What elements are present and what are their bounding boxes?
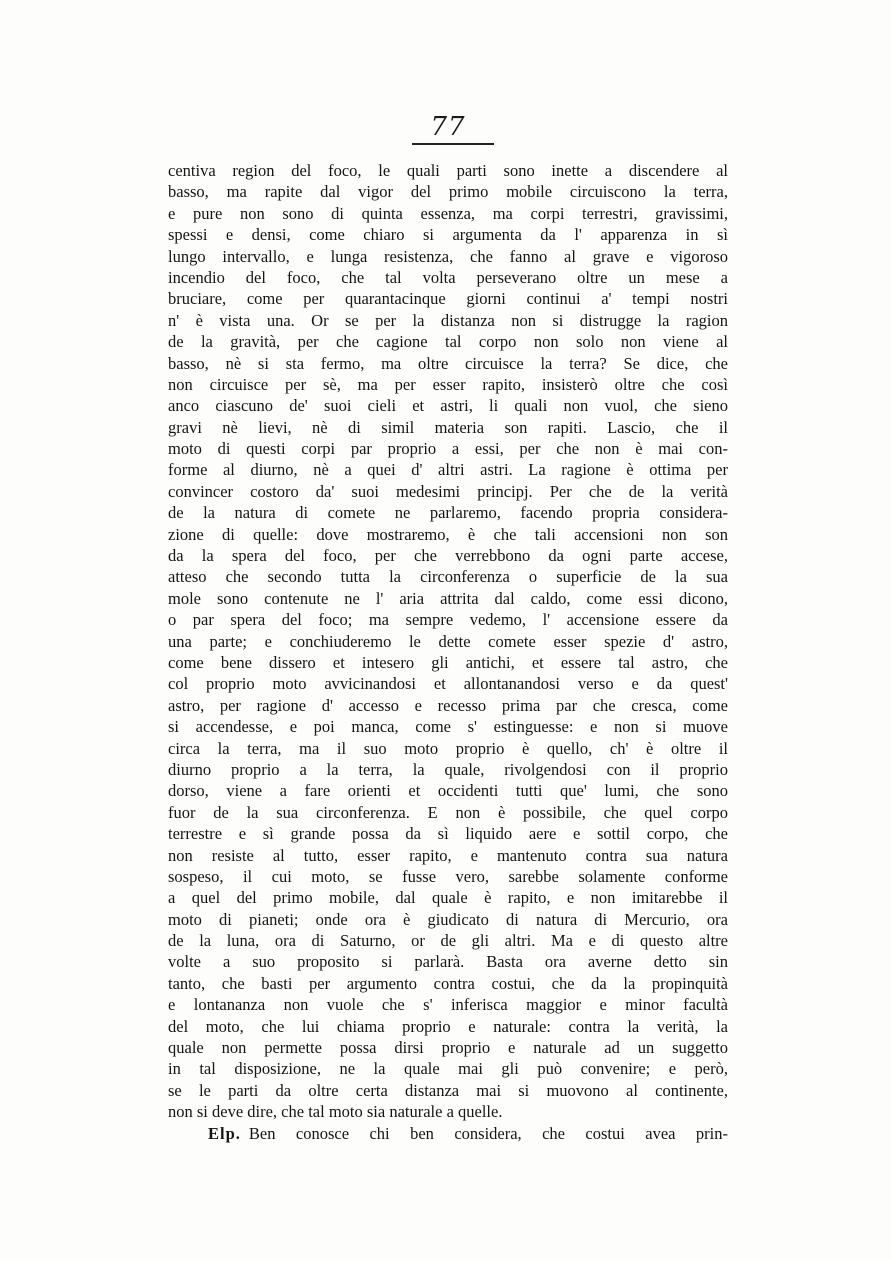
text-line: si accendesse, e poi manca, come s' estinguesse: e non si muove [168,717,728,737]
text-line: forme al diurno, nè a quei d' altri astri. La ragione è ottima per [168,460,728,480]
text-line: se le parti da oltre certa distanza mai si muovono al continente, [168,1080,728,1100]
text-line: col proprio moto avvicinandosi et allontanandosi verso e da quest' [168,674,728,694]
text-line: centiva region del foco, le quali parti sono inette a discendere al [168,161,728,180]
text-line: basso, ma rapite dal vigor del primo mobile circuiscono la terra, [168,182,728,202]
text-line: gravi nè lievi, nè di simil materia son rapiti. Lascio, che il [168,417,728,437]
text-line: e lontananza non vuole che s' inferisca maggior e minor facultà [168,995,728,1015]
text-line: incendio del foco, che tal volta perseverano oltre un mese a [168,267,728,287]
text-line: non resiste al tutto, esser rapito, e mantenuto contra sua natura [168,845,728,865]
text-line: terrestre e sì grande possa da sì liquido aere e sottil corpo, che [168,824,728,844]
text-line: come bene dissero et intesero gli antichi, et essere tal astro, che [168,652,728,672]
text-line: anco ciascuno de' suoi cieli et astri, li quali non vuol, che sieno [168,396,728,416]
text-line: a quel del primo mobile, dal quale è rapito, e non imitarebbe il [168,888,728,908]
speaker-name: Elp. [208,1123,241,1143]
text-line: non si deve dire, che tal moto sia naturale a quelle. [168,1102,503,1122]
body-text [168,160,728,1144]
speaker-text: Ben conosce chi ben considera, che costui avea prin- [248,1123,728,1143]
text-line: atteso che secondo tutta la circonferenza o superficie de la sua [168,567,728,587]
text-line: dorso, viene a fare orienti et occidenti tutti que' lumi, che sono [168,781,728,801]
speaker-line [168,1123,728,1144]
text-line: quale non permette possa dirsi proprio e naturale ad un suggetto [168,1038,728,1058]
page-number: 77 [430,112,466,142]
text-line: lungo intervallo, e lunga resistenza, che fanno al grave e vigoroso [168,246,728,266]
text-line: zione di quelle: dove mostraremo, è che tali accensioni non son [168,524,728,544]
text-line: volte a suo proposito si parlarà. Basta ora averne detto sin [168,952,728,972]
text-line: diurno proprio a la terra, la quale, rivolgendosi con il proprio [168,759,728,779]
text-line: una parte; e conchiuderemo le dette comete esser spezie d' astro, [168,631,728,651]
text-line: de la gravità, per che cagione tal corpo non solo non viene al [168,332,728,352]
text-line: moto di pianeti; onde ora è giudicato di natura di Mercurio, ora [168,909,728,929]
text-line: bruciare, come per quarantacinque giorni continui a' tempi nostri [168,289,728,309]
text-line: non circuisce per sè, ma per esser rapito, insisterò oltre che così [168,374,728,394]
text-line: convincer costoro da' suoi medesimi principj. Per che de la verità [168,481,728,501]
text-line: n' è vista una. Or se per la distanza non si distrugge la ragion [168,310,728,330]
header-rule [412,143,494,145]
text-line: spessi e densi, come chiaro si argumenta da l' apparenza in sì [168,225,728,245]
text-line: o par spera del foco; ma sempre vedemo, l' accensione essere da [168,610,728,630]
text-line: tanto, che basti per argumento contra costui, che da la propinquità [168,973,728,993]
text-line: astro, per ragione d' accesso e recesso prima par che cresca, come [168,695,728,715]
text-line: basso, nè si sta fermo, ma oltre circuisce la terra? Se dice, che [168,353,728,373]
text-line: sospeso, il cui moto, se fusse vero, sarebbe solamente conforme [168,866,728,886]
text-line: fuor de la sua circonferenza. E non è possibile, che quel corpo [168,802,728,822]
text-line: in tal disposizione, ne la quale mai gli può convenire; e però, [168,1059,728,1079]
text-line: de la luna, ora di Saturno, or de gli altri. Ma e di questo altre [168,931,728,951]
text-line: mole sono contenute ne l' aria attrita dal caldo, come essi dicono, [168,588,728,608]
text-line: da la spera del foco, per che verrebbono da ogni parte accese, [168,546,728,566]
text-line: moto di questi corpi par proprio a essi, per che non è mai con- [168,439,728,459]
text-line: de la natura di comete ne parlaremo, facendo propria considera- [168,503,728,523]
text-line: e pure non sono di quinta essenza, ma corpi terrestri, gravissimi, [168,203,728,223]
text-line: circa la terra, ma il suo moto proprio è quello, ch' è oltre il [168,738,728,758]
text-line: del moto, che lui chiama proprio e naturale: contra la verità, la [168,1016,728,1036]
